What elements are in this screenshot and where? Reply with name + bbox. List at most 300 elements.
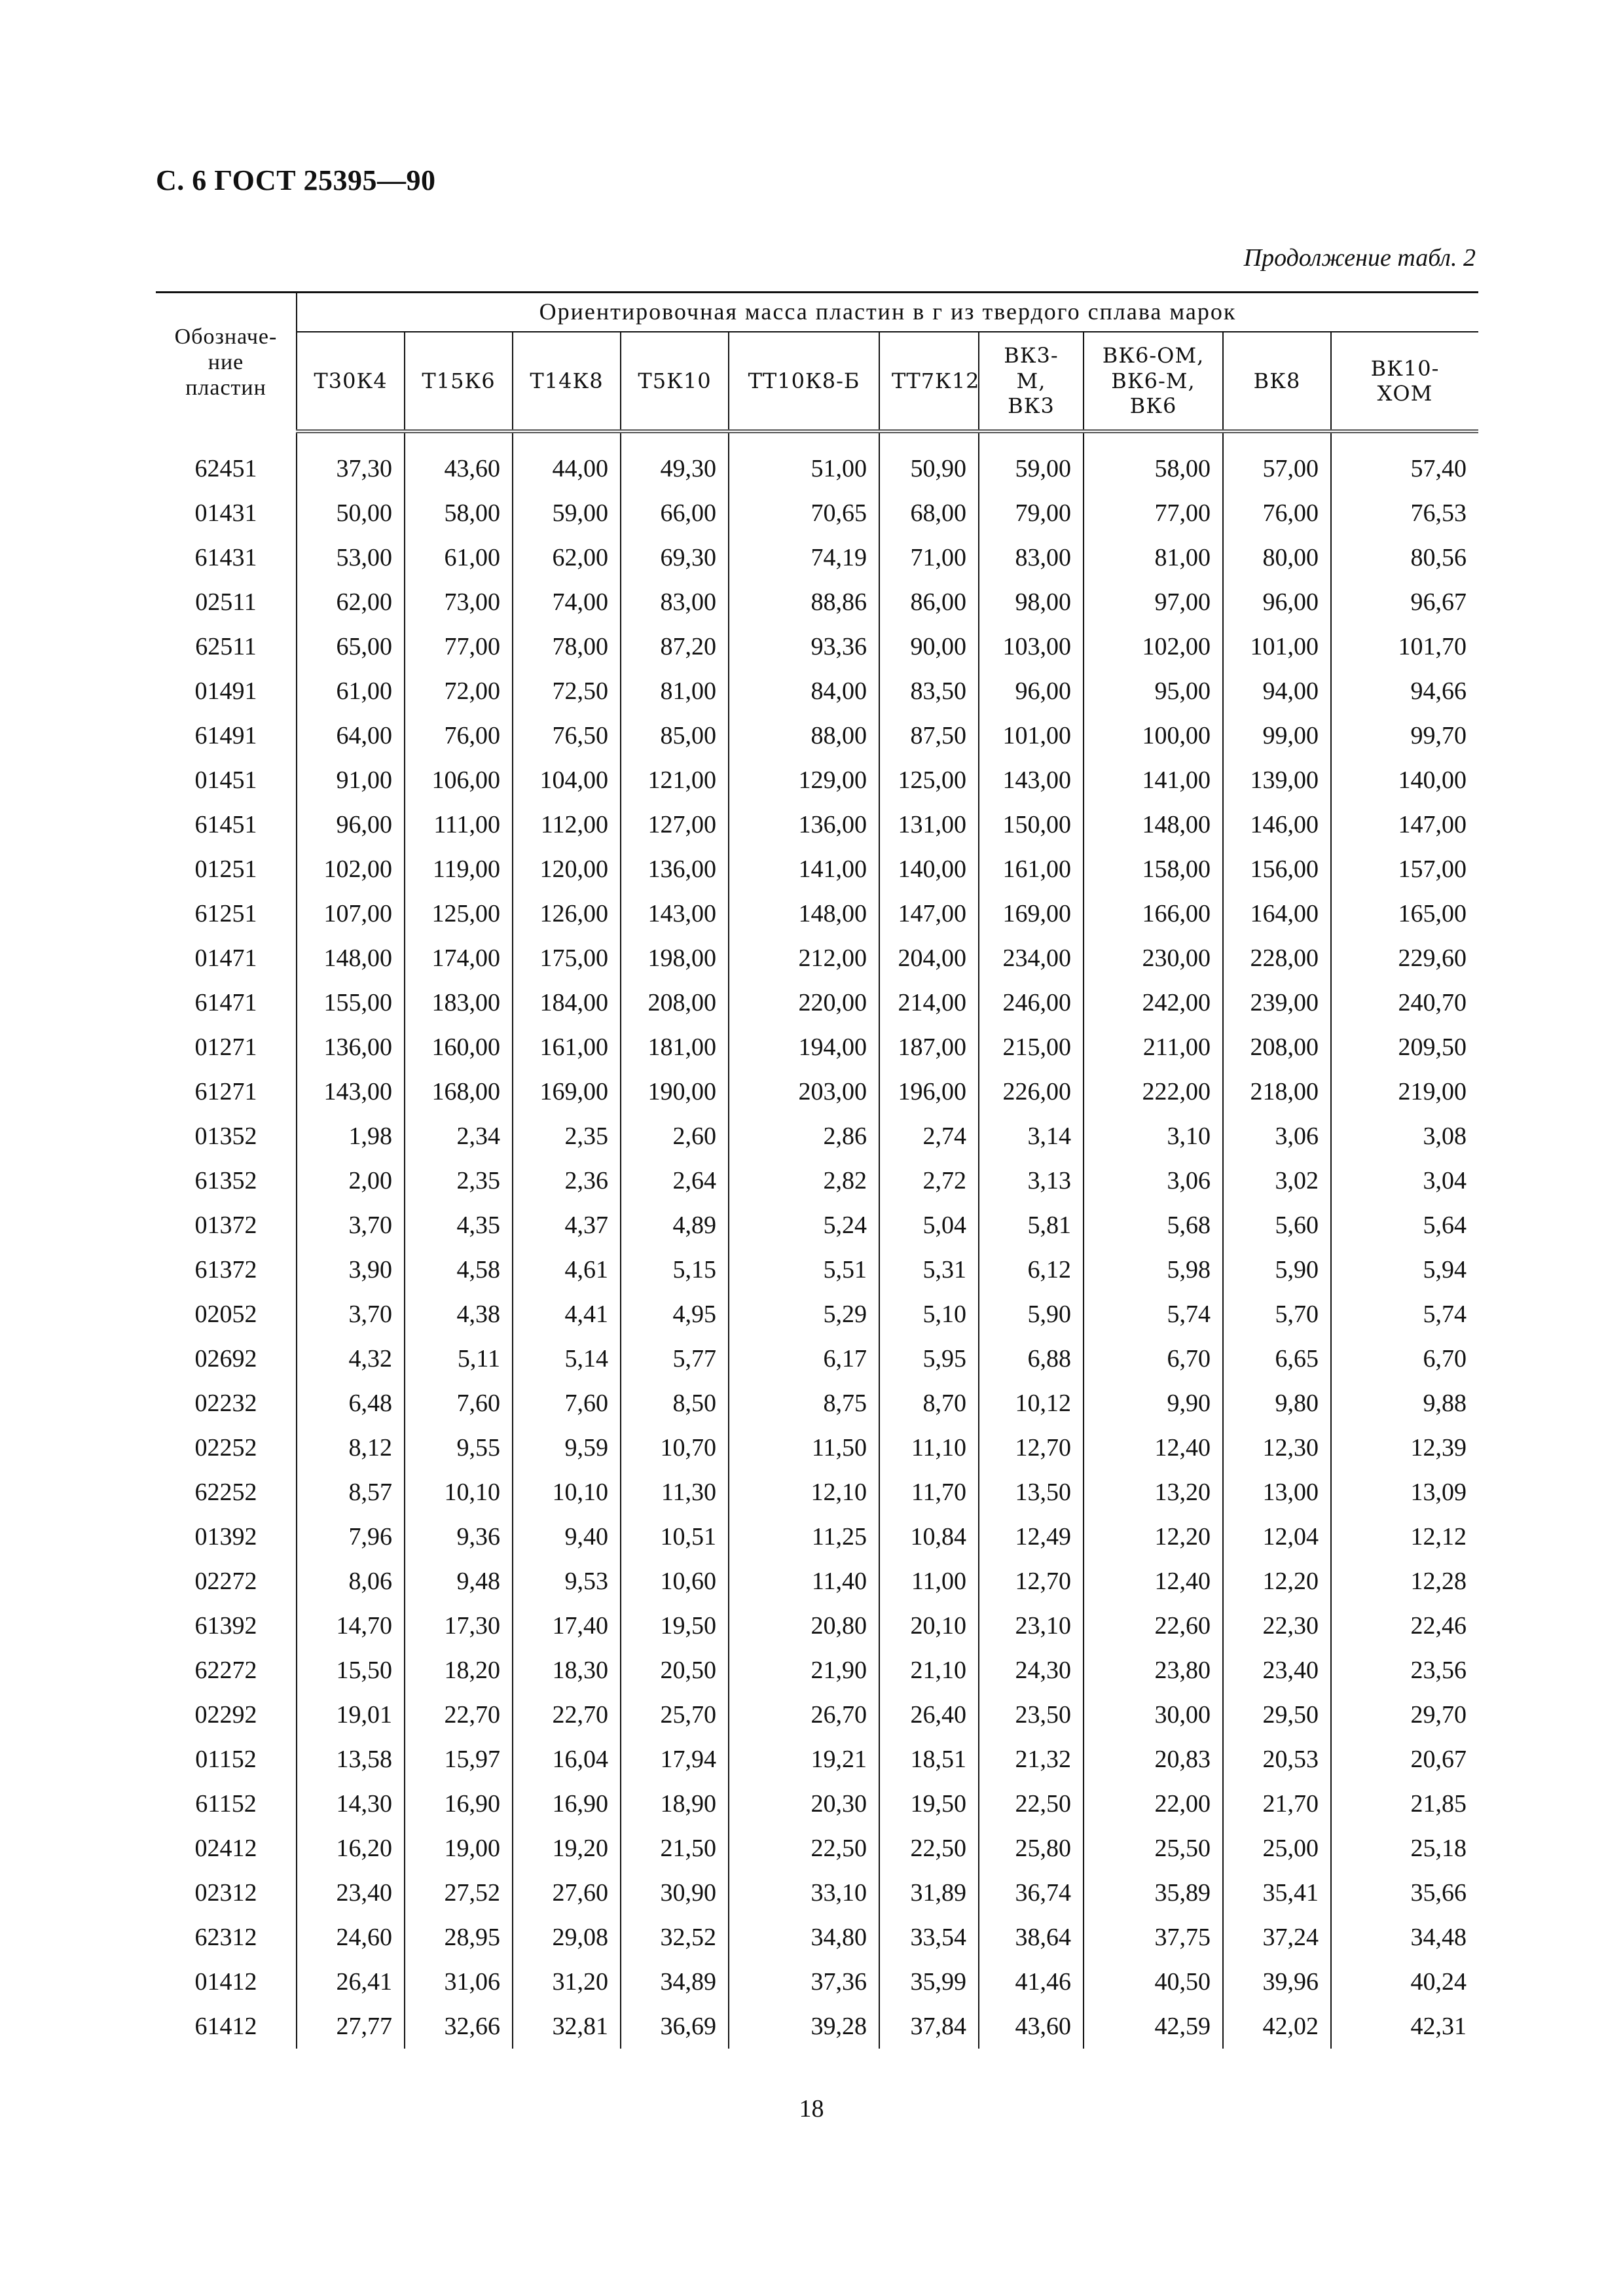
mass-cell: 175,00: [513, 936, 621, 980]
mass-cell: 5,11: [405, 1336, 513, 1381]
table-row: [156, 1648, 1478, 1693]
mass-cell: 228,00: [1223, 936, 1331, 980]
mass-cell: 106,00: [405, 758, 513, 802]
mass-cell: 6,12: [979, 1247, 1084, 1292]
mass-cell: 74,19: [729, 535, 879, 580]
mass-cell: 184,00: [513, 980, 621, 1025]
mass-cell: 187,00: [879, 1025, 979, 1069]
mass-cell: 39,96: [1223, 1960, 1331, 2004]
mass-cell: 2,74: [879, 1114, 979, 1158]
mass-cell: 3,13: [979, 1158, 1084, 1203]
mass-cell: 9,53: [513, 1559, 621, 1604]
mass-cell: 212,00: [729, 936, 879, 980]
mass-cell: 3,08: [1331, 1114, 1478, 1158]
mass-cell: 157,00: [1331, 847, 1478, 891]
mass-cell: 59,00: [513, 491, 621, 535]
mass-cell: 12,40: [1084, 1426, 1223, 1470]
mass-cell: 6,70: [1331, 1336, 1478, 1381]
table-row: [156, 1737, 1478, 1782]
mass-cell: 168,00: [405, 1069, 513, 1114]
mass-cell: 61,00: [297, 669, 405, 713]
mass-cell: 215,00: [979, 1025, 1084, 1069]
mass-cell: 83,00: [621, 580, 729, 624]
mass-cell: 8,57: [297, 1470, 405, 1515]
table-body: [156, 431, 1478, 2049]
mass-cell: 203,00: [729, 1069, 879, 1114]
mass-cell: 71,00: [879, 535, 979, 580]
table-row: [156, 936, 1478, 980]
mass-cell: 239,00: [1223, 980, 1331, 1025]
mass-cell: 73,00: [405, 580, 513, 624]
mass-cell: 9,90: [1084, 1381, 1223, 1426]
mass-cell: 18,51: [879, 1737, 979, 1782]
mass-cell: 3,06: [1084, 1158, 1223, 1203]
mass-cell: 169,00: [979, 891, 1084, 936]
table-row: [156, 446, 1478, 491]
plate-code-cell: 61431: [156, 535, 297, 580]
plate-code-cell: 02692: [156, 1336, 297, 1381]
mass-cell: 42,02: [1223, 2004, 1331, 2049]
table-row: [156, 1604, 1478, 1648]
mass-cell: 6,70: [1084, 1336, 1223, 1381]
mass-cell: 34,80: [729, 1915, 879, 1960]
mass-cell: 29,70: [1331, 1693, 1478, 1737]
mass-cell: 78,00: [513, 624, 621, 669]
mass-cell: 94,00: [1223, 669, 1331, 713]
mass-cell: 5,74: [1084, 1292, 1223, 1336]
mass-cell: 24,30: [979, 1648, 1084, 1693]
mass-cell: 12,39: [1331, 1426, 1478, 1470]
mass-cell: 17,30: [405, 1604, 513, 1648]
col-header-tt10k8b: ТТ10К8-Б: [729, 332, 879, 431]
mass-cell: 5,74: [1331, 1292, 1478, 1336]
mass-cell: 53,00: [297, 535, 405, 580]
plate-code-cell: 02252: [156, 1426, 297, 1470]
mass-cell: 24,60: [297, 1915, 405, 1960]
mass-cell: 77,00: [1084, 491, 1223, 535]
mass-cell: 32,66: [405, 2004, 513, 2049]
mass-cell: 198,00: [621, 936, 729, 980]
mass-cell: 57,00: [1223, 446, 1331, 491]
plate-code-cell: 02052: [156, 1292, 297, 1336]
mass-cell: 129,00: [729, 758, 879, 802]
plate-code-cell: 61491: [156, 713, 297, 758]
mass-cell: 11,25: [729, 1515, 879, 1559]
mass-cell: 7,96: [297, 1515, 405, 1559]
mass-cell: 194,00: [729, 1025, 879, 1069]
table-row: [156, 713, 1478, 758]
mass-cell: 169,00: [513, 1069, 621, 1114]
mass-cell: 16,20: [297, 1826, 405, 1871]
mass-cell: 16,04: [513, 1737, 621, 1782]
table-row: [156, 1515, 1478, 1559]
mass-cell: 4,37: [513, 1203, 621, 1247]
table-row: [156, 1782, 1478, 1826]
plate-code-cell: 62272: [156, 1648, 297, 1693]
mass-cell: 34,48: [1331, 1915, 1478, 1960]
mass-cell: 102,00: [1084, 624, 1223, 669]
mass-cell: 72,50: [513, 669, 621, 713]
plate-code-cell: 61152: [156, 1782, 297, 1826]
col-header-vk10hom: ВК10-ХОМ: [1331, 332, 1478, 431]
table-row: [156, 1826, 1478, 1871]
plate-code-cell: 62252: [156, 1470, 297, 1515]
mass-cell: 8,75: [729, 1381, 879, 1426]
mass-cell: 161,00: [979, 847, 1084, 891]
mass-cell: 143,00: [621, 891, 729, 936]
mass-cell: 12,20: [1223, 1559, 1331, 1604]
mass-cell: 2,34: [405, 1114, 513, 1158]
mass-cell: 174,00: [405, 936, 513, 980]
mass-cell: 101,00: [1223, 624, 1331, 669]
mass-cell: 11,70: [879, 1470, 979, 1515]
mass-cell: 74,00: [513, 580, 621, 624]
mass-cell: 62,00: [297, 580, 405, 624]
mass-cell: 10,84: [879, 1515, 979, 1559]
mass-cell: 5,90: [979, 1292, 1084, 1336]
mass-cell: 33,10: [729, 1871, 879, 1915]
plate-code-cell: 61352: [156, 1158, 297, 1203]
mass-cell: 44,00: [513, 446, 621, 491]
mass-cell: 19,00: [405, 1826, 513, 1871]
mass-cell: 99,00: [1223, 713, 1331, 758]
mass-cell: 20,30: [729, 1782, 879, 1826]
mass-cell: 25,00: [1223, 1826, 1331, 1871]
table-row: [156, 1336, 1478, 1381]
mass-cell: 39,28: [729, 2004, 879, 2049]
mass-cell: 12,70: [979, 1426, 1084, 1470]
mass-cell: 16,90: [513, 1782, 621, 1826]
mass-cell: 37,84: [879, 2004, 979, 2049]
mass-cell: 208,00: [1223, 1025, 1331, 1069]
mass-cell: 143,00: [979, 758, 1084, 802]
mass-cell: 100,00: [1084, 713, 1223, 758]
table-row: [156, 1871, 1478, 1915]
mass-cell: 10,10: [513, 1470, 621, 1515]
mass-cell: 3,06: [1223, 1114, 1331, 1158]
mass-cell: 95,00: [1084, 669, 1223, 713]
table-continuation-note: Продолжение табл. 2: [1243, 244, 1476, 272]
mass-cell: 9,88: [1331, 1381, 1478, 1426]
mass-cell: 83,00: [979, 535, 1084, 580]
mass-cell: 21,70: [1223, 1782, 1331, 1826]
mass-cell: 12,49: [979, 1515, 1084, 1559]
mass-cell: 2,35: [405, 1158, 513, 1203]
mass-cell: 37,30: [297, 446, 405, 491]
mass-cell: 37,24: [1223, 1915, 1331, 1960]
mass-cell: 13,58: [297, 1737, 405, 1782]
mass-cell: 21,50: [621, 1826, 729, 1871]
table-row: [156, 1292, 1478, 1336]
mass-cell: 12,04: [1223, 1515, 1331, 1559]
mass-cell: 2,60: [621, 1114, 729, 1158]
mass-cell: 10,70: [621, 1426, 729, 1470]
mass-cell: 66,00: [621, 491, 729, 535]
mass-cell: 76,53: [1331, 491, 1478, 535]
mass-cell: 160,00: [405, 1025, 513, 1069]
mass-cell: 58,00: [1084, 446, 1223, 491]
mass-cell: 5,60: [1223, 1203, 1331, 1247]
mass-cell: 9,36: [405, 1515, 513, 1559]
mass-cell: 23,50: [979, 1693, 1084, 1737]
mass-cell: 26,41: [297, 1960, 405, 2004]
col-header-vk3: ВК3-М, ВК3: [979, 332, 1084, 431]
plate-code-cell: 62451: [156, 446, 297, 491]
mass-cell: 22,60: [1084, 1604, 1223, 1648]
mass-cell: 35,41: [1223, 1871, 1331, 1915]
mass-cell: 94,66: [1331, 669, 1478, 713]
mass-cell: 18,90: [621, 1782, 729, 1826]
mass-cell: 7,60: [513, 1381, 621, 1426]
mass-cell: 31,06: [405, 1960, 513, 2004]
mass-cell: 22,50: [879, 1826, 979, 1871]
mass-cell: 3,70: [297, 1292, 405, 1336]
mass-cell: 19,50: [879, 1782, 979, 1826]
mass-cell: 141,00: [729, 847, 879, 891]
mass-cell: 13,20: [1084, 1470, 1223, 1515]
mass-cell: 61,00: [405, 535, 513, 580]
mass-cell: 25,18: [1331, 1826, 1478, 1871]
mass-cell: 5,64: [1331, 1203, 1478, 1247]
mass-cell: 211,00: [1084, 1025, 1223, 1069]
mass-cell: 9,80: [1223, 1381, 1331, 1426]
mass-cell: 34,89: [621, 1960, 729, 2004]
mass-cell: 5,95: [879, 1336, 979, 1381]
table-row: [156, 491, 1478, 535]
mass-cell: 5,77: [621, 1336, 729, 1381]
mass-cell: 81,00: [621, 669, 729, 713]
mass-cell: 6,17: [729, 1336, 879, 1381]
mass-cell: 2,64: [621, 1158, 729, 1203]
mass-cell: 43,60: [979, 2004, 1084, 2049]
table-row: [156, 1470, 1478, 1515]
mass-cell: 23,56: [1331, 1648, 1478, 1693]
mass-cell: 2,36: [513, 1158, 621, 1203]
mass-cell: 96,00: [1223, 580, 1331, 624]
table-row: [156, 1025, 1478, 1069]
mass-cell: 183,00: [405, 980, 513, 1025]
mass-cell: 5,14: [513, 1336, 621, 1381]
mass-cell: 26,40: [879, 1693, 979, 1737]
mass-cell: 27,52: [405, 1871, 513, 1915]
plate-code-cell: 01471: [156, 936, 297, 980]
mass-cell: 131,00: [879, 802, 979, 847]
mass-cell: 35,99: [879, 1960, 979, 2004]
table-row: [156, 669, 1478, 713]
table-row: [156, 891, 1478, 936]
plate-code-cell: 62312: [156, 1915, 297, 1960]
mass-cell: 29,08: [513, 1915, 621, 1960]
mass-cell: 242,00: [1084, 980, 1223, 1025]
mass-cell: 234,00: [979, 936, 1084, 980]
mass-cell: 101,70: [1331, 624, 1478, 669]
mass-cell: 25,70: [621, 1693, 729, 1737]
mass-cell: 15,97: [405, 1737, 513, 1782]
mass-cell: 12,20: [1084, 1515, 1223, 1559]
table-row: [156, 1069, 1478, 1114]
group-header: Ориентировочная масса пластин в г из твердого сплава марок: [297, 293, 1478, 332]
mass-cell: 12,10: [729, 1470, 879, 1515]
table-row: [156, 1960, 1478, 2004]
mass-cell: 32,81: [513, 2004, 621, 2049]
mass-cell: 111,00: [405, 802, 513, 847]
mass-cell: 19,20: [513, 1826, 621, 1871]
mass-cell: 37,36: [729, 1960, 879, 2004]
mass-cell: 9,59: [513, 1426, 621, 1470]
plate-code-cell: 02511: [156, 580, 297, 624]
mass-cell: 14,30: [297, 1782, 405, 1826]
mass-cell: 22,00: [1084, 1782, 1223, 1826]
mass-cell: 5,24: [729, 1203, 879, 1247]
mass-cell: 41,46: [979, 1960, 1084, 2004]
mass-cell: 218,00: [1223, 1069, 1331, 1114]
mass-cell: 161,00: [513, 1025, 621, 1069]
mass-cell: 146,00: [1223, 802, 1331, 847]
mass-cell: 76,00: [405, 713, 513, 758]
mass-cell: 120,00: [513, 847, 621, 891]
mass-cell: 141,00: [1084, 758, 1223, 802]
plate-code-cell: 02272: [156, 1559, 297, 1604]
table-row: [156, 1381, 1478, 1426]
mass-cell: 4,89: [621, 1203, 729, 1247]
mass-cell: 13,09: [1331, 1470, 1478, 1515]
mass-cell: 164,00: [1223, 891, 1331, 936]
mass-cell: 37,75: [1084, 1915, 1223, 1960]
plate-code-cell: 02232: [156, 1381, 297, 1426]
mass-cell: 68,00: [879, 491, 979, 535]
mass-cell: 27,60: [513, 1871, 621, 1915]
mass-cell: 20,50: [621, 1648, 729, 1693]
mass-cell: 136,00: [621, 847, 729, 891]
mass-cell: 5,04: [879, 1203, 979, 1247]
mass-cell: 10,60: [621, 1559, 729, 1604]
mass-cell: 222,00: [1084, 1069, 1223, 1114]
mass-cell: 3,14: [979, 1114, 1084, 1158]
mass-cell: 2,86: [729, 1114, 879, 1158]
table-row: [156, 1915, 1478, 1960]
mass-cell: 76,50: [513, 713, 621, 758]
mass-cell: 208,00: [621, 980, 729, 1025]
mass-cell: 22,70: [513, 1693, 621, 1737]
mass-cell: 12,40: [1084, 1559, 1223, 1604]
plate-code-cell: 01431: [156, 491, 297, 535]
mass-cell: 12,28: [1331, 1559, 1478, 1604]
table-row: [156, 847, 1478, 891]
mass-cell: 19,01: [297, 1693, 405, 1737]
mass-cell: 2,00: [297, 1158, 405, 1203]
mass-cell: 3,10: [1084, 1114, 1223, 1158]
mass-cell: 4,58: [405, 1247, 513, 1292]
mass-cell: 5,15: [621, 1247, 729, 1292]
mass-cell: 22,70: [405, 1693, 513, 1737]
plate-code-cell: 01412: [156, 1960, 297, 2004]
mass-cell: 22,46: [1331, 1604, 1478, 1648]
mass-cell: 4,35: [405, 1203, 513, 1247]
plate-code-cell: 01392: [156, 1515, 297, 1559]
mass-cell: 8,12: [297, 1426, 405, 1470]
plate-code-cell: 02312: [156, 1871, 297, 1915]
mass-cell: 3,04: [1331, 1158, 1478, 1203]
mass-cell: 16,90: [405, 1782, 513, 1826]
mass-cell: 91,00: [297, 758, 405, 802]
plate-code-cell: 61372: [156, 1247, 297, 1292]
table-row: [156, 1203, 1478, 1247]
mass-cell: 219,00: [1331, 1069, 1478, 1114]
mass-cell: 87,20: [621, 624, 729, 669]
mass-cell: 246,00: [979, 980, 1084, 1025]
mass-cell: 147,00: [1331, 802, 1478, 847]
mass-cell: 40,24: [1331, 1960, 1478, 2004]
mass-cell: 10,12: [979, 1381, 1084, 1426]
mass-cell: 38,64: [979, 1915, 1084, 1960]
mass-cell: 17,94: [621, 1737, 729, 1782]
mass-cell: 36,69: [621, 2004, 729, 2049]
mass-cell: 6,88: [979, 1336, 1084, 1381]
mass-cell: 27,77: [297, 2004, 405, 2049]
mass-cell: 97,00: [1084, 580, 1223, 624]
mass-cell: 29,50: [1223, 1693, 1331, 1737]
mass-cell: 42,31: [1331, 2004, 1478, 2049]
mass-cell: 13,00: [1223, 1470, 1331, 1515]
mass-cell: 5,68: [1084, 1203, 1223, 1247]
mass-cell: 121,00: [621, 758, 729, 802]
mass-cell: 214,00: [879, 980, 979, 1025]
mass-cell: 226,00: [979, 1069, 1084, 1114]
mass-cell: 85,00: [621, 713, 729, 758]
mass-cell: 22,50: [979, 1782, 1084, 1826]
mass-cell: 25,80: [979, 1826, 1084, 1871]
mass-table: [156, 291, 1478, 2049]
mass-cell: 140,00: [1331, 758, 1478, 802]
mass-cell: 87,50: [879, 713, 979, 758]
mass-cell: 143,00: [297, 1069, 405, 1114]
mass-cell: 104,00: [513, 758, 621, 802]
mass-cell: 99,70: [1331, 713, 1478, 758]
mass-cell: 12,12: [1331, 1515, 1478, 1559]
mass-cell: 35,66: [1331, 1871, 1478, 1915]
mass-cell: 12,30: [1223, 1426, 1331, 1470]
mass-cell: 80,56: [1331, 535, 1478, 580]
plate-code-cell: 01352: [156, 1114, 297, 1158]
mass-cell: 101,00: [979, 713, 1084, 758]
table-row: [156, 1559, 1478, 1604]
mass-cell: 19,50: [621, 1604, 729, 1648]
mass-cell: 90,00: [879, 624, 979, 669]
mass-cell: 5,31: [879, 1247, 979, 1292]
mass-cell: 20,10: [879, 1604, 979, 1648]
mass-cell: 150,00: [979, 802, 1084, 847]
mass-cell: 155,00: [297, 980, 405, 1025]
mass-cell: 136,00: [297, 1025, 405, 1069]
mass-cell: 98,00: [979, 580, 1084, 624]
mass-cell: 83,50: [879, 669, 979, 713]
mass-cell: 5,81: [979, 1203, 1084, 1247]
page-number: 18: [799, 2095, 824, 2123]
mass-cell: 190,00: [621, 1069, 729, 1114]
mass-cell: 40,50: [1084, 1960, 1223, 2004]
mass-cell: 64,00: [297, 713, 405, 758]
mass-cell: 148,00: [1084, 802, 1223, 847]
mass-cell: 3,02: [1223, 1158, 1331, 1203]
mass-cell: 81,00: [1084, 535, 1223, 580]
plate-code-cell: 61271: [156, 1069, 297, 1114]
mass-cell: 88,86: [729, 580, 879, 624]
mass-cell: 58,00: [405, 491, 513, 535]
mass-cell: 42,59: [1084, 2004, 1223, 2049]
table-row: [156, 980, 1478, 1025]
mass-cell: 7,60: [405, 1381, 513, 1426]
mass-cell: 5,98: [1084, 1247, 1223, 1292]
